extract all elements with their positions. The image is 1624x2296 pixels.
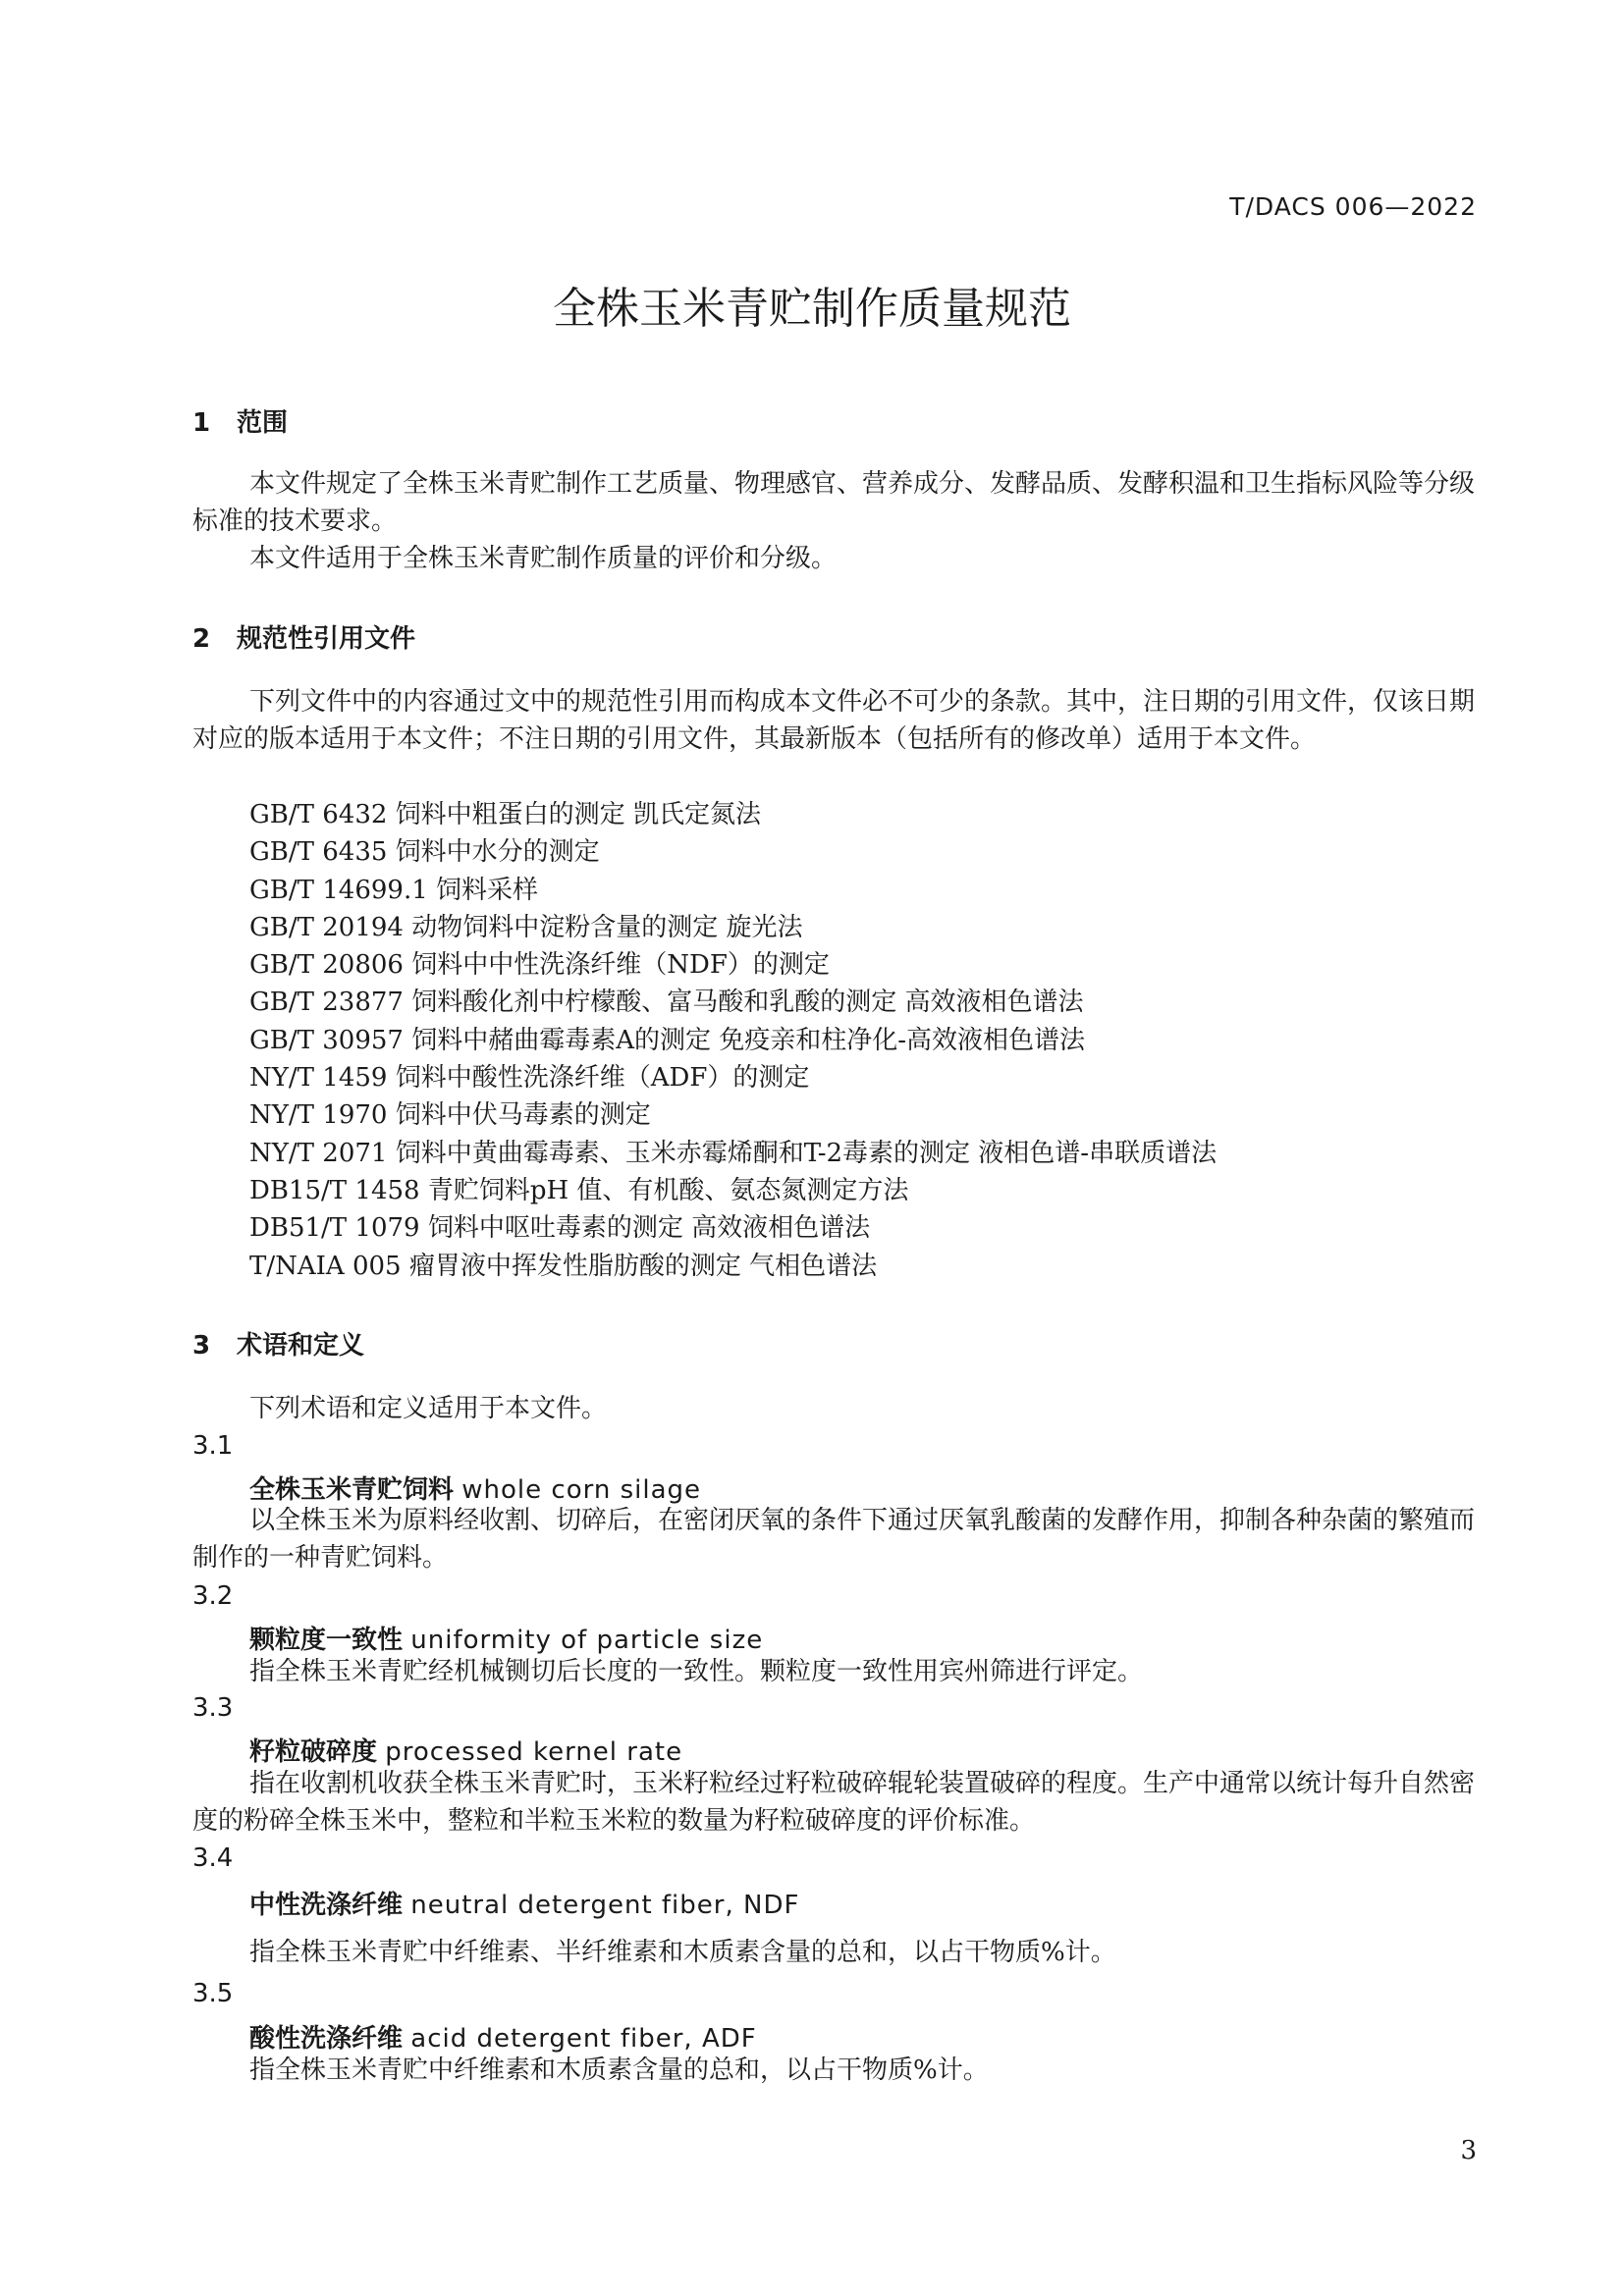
term-name-en: processed kernel rate — [385, 1737, 683, 1767]
term-number: 3.1 — [192, 1431, 234, 1461]
reference-item: GB/T 23877 饲料酸化剂中柠檬酸、富马酸和乳酸的测定 高效液相色谱法 — [249, 988, 1084, 1018]
term-name-zh: 中性洗涤纤维 — [249, 1891, 404, 1920]
term-name-en: neutral detergent fiber, NDF — [410, 1891, 800, 1920]
reference-item: NY/T 2071 饲料中黄曲霉毒素、玉米赤霉烯酮和T-2毒素的测定 液相色谱-串联质谱法 — [249, 1138, 1218, 1168]
term-name — [249, 1732, 682, 1768]
reference-item: GB/T 6432 饲料中粗蛋白的测定 凯氏定氮法 — [249, 800, 761, 829]
section-number: 2 — [192, 624, 211, 654]
section-number: 1 — [192, 408, 211, 438]
section-title: 术语和定义 — [237, 1331, 365, 1361]
section-title: 范围 — [237, 408, 289, 438]
reference-item: GB/T 14699.1 饲料采样 — [249, 875, 539, 905]
term-name — [249, 1620, 763, 1656]
term-name — [249, 1469, 701, 1506]
normative-refs-intro: 下列文件中的内容通过文中的规范性引用而构成本文件必不可少的条款。其中，注日期的引用文件，仅该日期对应的版本适用于本文件；不注日期的引用文件，其最新版本（包括所有的修改单）适用于本文件。 — [192, 687, 1476, 754]
terms-intro: 下列术语和定义适用于本文件。 — [249, 1394, 608, 1423]
reference-item: T/NAIA 005 瘤胃液中挥发性脂肪酸的测定 气相色谱法 — [249, 1251, 878, 1281]
term-name-zh: 酸性洗涤纤维 — [249, 2024, 404, 2054]
term-definition: 指全株玉米青贮经机械铡切后长度的一致性。颗粒度一致性用宾州筛进行评定。 — [249, 1657, 1144, 1686]
document-code: T/DACS 006—2022 — [1229, 192, 1477, 221]
term-number: 3.2 — [192, 1581, 234, 1611]
term-name-zh: 颗粒度一致性 — [249, 1626, 404, 1655]
reference-item: NY/T 1970 饲料中伏马毒素的测定 — [249, 1100, 651, 1131]
page-number: 3 — [1460, 2136, 1477, 2165]
scope-paragraph-1: 本文件规定了全株玉米青贮制作工艺质量、物理感官、营养成分、发酵品质、发酵积温和卫生指标风险等分级标准的技术要求。 — [192, 469, 1476, 536]
reference-item: GB/T 20194 动物饲料中淀粉含量的测定 旋光法 — [249, 912, 803, 942]
term-name-en: acid detergent fiber, ADF — [410, 2024, 757, 2054]
reference-item: DB51/T 1079 饲料中呕吐毒素的测定 高效液相色谱法 — [249, 1213, 871, 1244]
section-title: 规范性引用文件 — [237, 624, 416, 654]
term-definition: 指全株玉米青贮中纤维素、半纤维素和木质素含量的总和，以占干物质%计。 — [249, 1938, 1116, 1967]
page-title: 全株玉米青贮制作质量规范 — [553, 284, 1071, 334]
reference-item: NY/T 1459 饲料中酸性洗涤纤维（ADF）的测定 — [249, 1063, 810, 1094]
term-name — [249, 1885, 799, 1921]
section-heading-scope — [192, 402, 288, 439]
term-name — [249, 2018, 757, 2055]
term-number: 3.5 — [192, 1979, 234, 2008]
reference-item: GB/T 20806 饲料中中性洗涤纤维（NDF）的测定 — [249, 950, 830, 981]
term-name-en: uniformity of particle size — [410, 1626, 764, 1655]
section-heading-terms — [192, 1325, 364, 1362]
section-heading-normative-refs — [192, 618, 415, 655]
section-number: 3 — [192, 1331, 211, 1361]
scope-paragraph-2: 本文件适用于全株玉米青贮制作质量的评价和分级。 — [249, 544, 838, 573]
term-definition: 指全株玉米青贮中纤维素和木质素含量的总和，以占干物质%计。 — [249, 2056, 989, 2085]
term-name-zh: 籽粒破碎度 — [249, 1737, 378, 1767]
reference-list — [249, 796, 1217, 1285]
term-name-en: whole corn silage — [461, 1475, 702, 1505]
term-number: 3.3 — [192, 1693, 234, 1723]
term-definition: 以全株玉米为原料经收割、切碎后，在密闭厌氧的条件下通过厌氧乳酸菌的发酵作用，抑制各种杂菌的繁殖而制作的一种青贮饲料。 — [192, 1506, 1476, 1573]
reference-item: GB/T 6435 饲料中水分的测定 — [249, 837, 600, 868]
reference-item: DB15/T 1458 青贮饲料pH 值、有机酸、氨态氮测定方法 — [249, 1175, 909, 1205]
term-name-zh: 全株玉米青贮饲料 — [249, 1475, 455, 1505]
term-number: 3.4 — [192, 1843, 234, 1873]
reference-item: GB/T 30957 饲料中赭曲霉毒素A的测定 免疫亲和柱净化-高效液相色谱法 — [249, 1025, 1086, 1055]
term-definition: 指在收割机收获全株玉米青贮时，玉米籽粒经过籽粒破碎辊轮装置破碎的程度。生产中通常以统计每升自然密度的粉碎全株玉米中，整粒和半粒玉米粒的数量为籽粒破碎度的评价标准。 — [192, 1769, 1476, 1836]
